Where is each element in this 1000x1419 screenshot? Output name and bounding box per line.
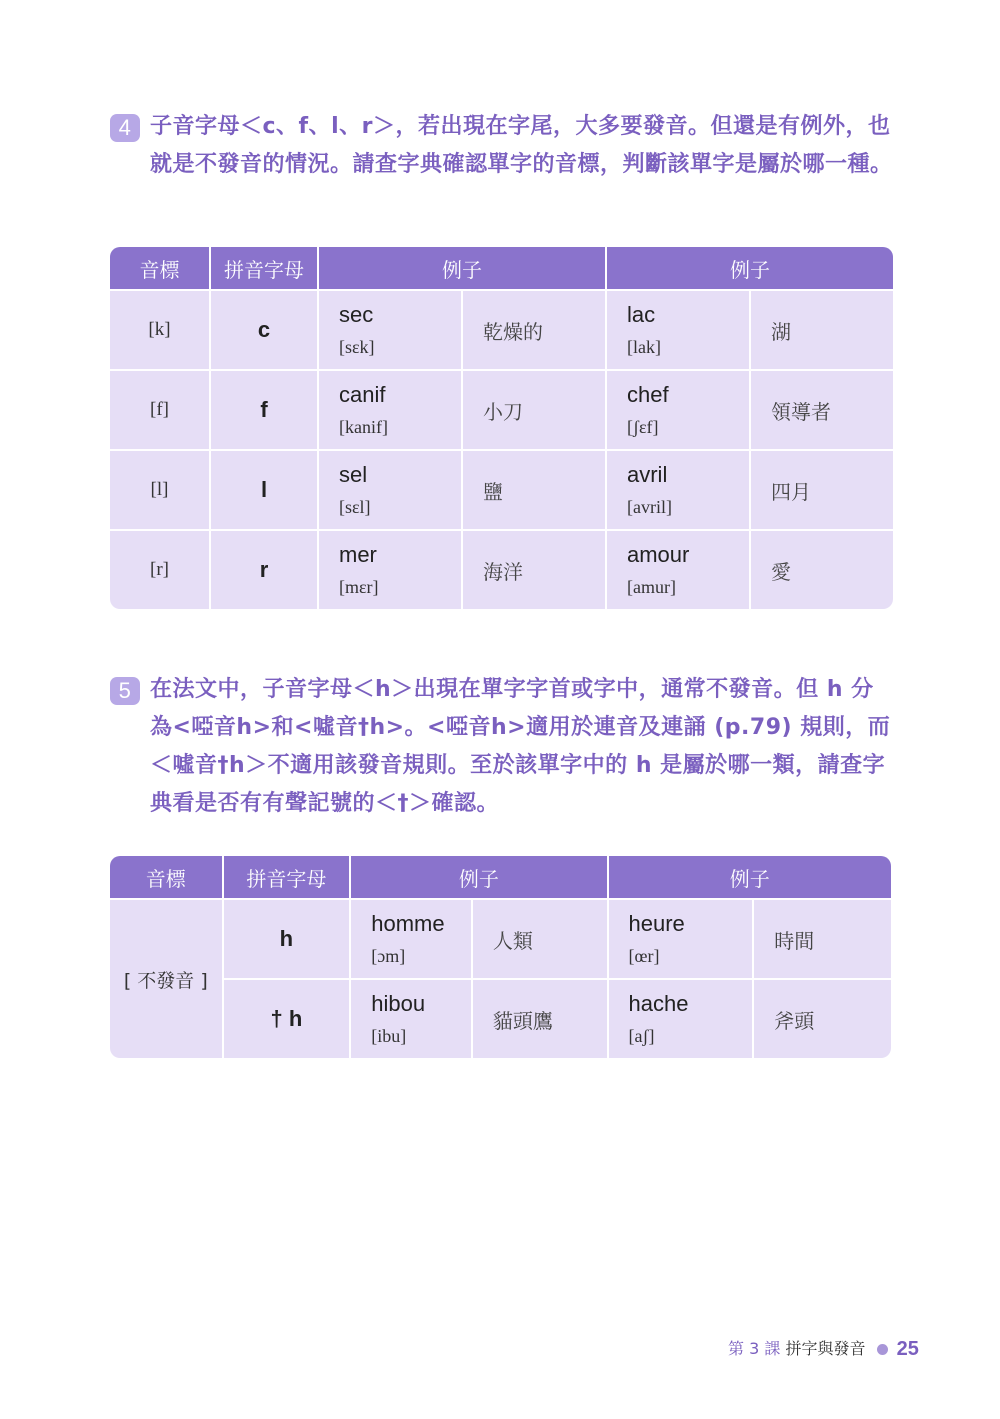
instruction-4 [110, 108, 895, 184]
instruction-5 [110, 671, 895, 823]
example-word: hibou [371, 991, 426, 1016]
page-number: 25 [896, 1338, 919, 1360]
example-word: hache [628, 991, 689, 1016]
example-word-cell [607, 451, 749, 529]
example-word: homme [371, 911, 445, 936]
example-word: lac [627, 302, 656, 327]
header-example-2: 例子 [607, 247, 893, 289]
meaning-cell: 乾燥的 [463, 291, 605, 369]
table-header-row [110, 247, 893, 289]
meaning-cell: 小刀 [463, 371, 605, 449]
table-consonants-final [108, 245, 895, 611]
example-word-cell [351, 900, 471, 978]
instruction-text: 在法文中，子音字母＜h＞出現在單字字首或字中，通常不發音。但 h 分為<啞音h>和<噓音†h>。<啞音h>適用於連音及連誦 (p.79) 規則，而＜噓音†h＞不適用該發音規則。至於該單字中的 h 是屬於哪一類，請查字典看是否有有聲記號的＜†＞確認。 [150, 677, 891, 816]
ipa-cell: [f] [110, 371, 209, 449]
ipa-cell: [k] [110, 291, 209, 369]
header-ipa: 音標 [110, 856, 222, 898]
example-word: sel [339, 462, 368, 487]
example-word-cell [319, 531, 461, 609]
table-row [110, 291, 893, 369]
example-ipa: [sɛk] [339, 337, 375, 357]
letter-cell: h [224, 900, 350, 978]
example-word: chef [627, 382, 669, 407]
example-word: sec [339, 302, 374, 327]
ipa-cell-merged: [ 不發音 ] [110, 900, 222, 1058]
meaning-cell: 海洋 [463, 531, 605, 609]
example-word: heure [628, 911, 685, 936]
example-ipa: [ʃɛf] [627, 417, 659, 437]
example-word-cell [319, 291, 461, 369]
letter-cell: l [211, 451, 317, 529]
table-header-row [110, 856, 891, 898]
table-row [110, 371, 893, 449]
example-word-cell [319, 371, 461, 449]
ipa-cell: [r] [110, 531, 209, 609]
example-word-cell [319, 451, 461, 529]
example-word-cell [607, 291, 749, 369]
header-example-2: 例子 [609, 856, 891, 898]
table-5-wrapper [110, 854, 895, 1060]
lesson-title: 拼字與發音 [785, 1339, 866, 1358]
example-word-cell [609, 980, 753, 1058]
meaning-cell: 時間 [754, 900, 891, 978]
meaning-cell: 湖 [751, 291, 893, 369]
meaning-cell: 斧頭 [754, 980, 891, 1058]
letter-cell: † h [224, 980, 350, 1058]
header-example-1: 例子 [351, 856, 606, 898]
meaning-cell: 四月 [751, 451, 893, 529]
example-word-cell [607, 371, 749, 449]
meaning-cell: 鹽 [463, 451, 605, 529]
dot-icon [877, 1344, 888, 1355]
example-word: canif [339, 382, 386, 407]
step-number-badge: 4 [110, 114, 140, 142]
example-word-cell [609, 900, 753, 978]
example-ipa: [kanif] [339, 417, 388, 437]
instruction-text: 子音字母＜c、f、l、r＞，若出現在字尾，大多要發音。但還是有例外，也就是不發音的情況。請查字典確認單字的音標，判斷該單字是屬於哪一種。 [150, 114, 893, 177]
section-5 [110, 671, 895, 823]
header-example-1: 例子 [319, 247, 605, 289]
table-row [110, 980, 891, 1058]
example-word: avril [627, 462, 668, 487]
table-h-sounds [108, 854, 893, 1060]
letter-cell: c [211, 291, 317, 369]
page-footer [728, 1336, 919, 1361]
example-word-cell [351, 980, 471, 1058]
table-row [110, 531, 893, 609]
letter-cell: f [211, 371, 317, 449]
letter-cell: r [211, 531, 317, 609]
lesson-number: 第 3 課 [728, 1339, 781, 1358]
header-ipa: 音標 [110, 247, 209, 289]
example-ipa: [avril] [627, 497, 672, 517]
example-ipa: [ibu] [371, 1026, 407, 1046]
step-number-badge: 5 [110, 677, 140, 705]
ipa-cell: [l] [110, 451, 209, 529]
example-ipa: [ɔm] [371, 946, 406, 966]
example-word: mer [339, 542, 377, 567]
example-ipa: [œr] [628, 946, 660, 966]
meaning-cell: 人類 [473, 900, 607, 978]
example-ipa: [amur] [627, 577, 676, 597]
example-ipa: [lak] [627, 337, 661, 357]
example-word: amour [627, 542, 690, 567]
meaning-cell: 貓頭鷹 [473, 980, 607, 1058]
example-word-cell [607, 531, 749, 609]
example-ipa: [sɛl] [339, 497, 371, 517]
table-4-wrapper [110, 245, 895, 611]
table-row [110, 451, 893, 529]
meaning-cell: 愛 [751, 531, 893, 609]
table-row [110, 900, 891, 978]
meaning-cell: 領導者 [751, 371, 893, 449]
header-letter: 拼音字母 [224, 856, 350, 898]
example-ipa: [aʃ] [628, 1026, 655, 1046]
example-ipa: [mɛr] [339, 577, 379, 597]
header-letter: 拼音字母 [211, 247, 317, 289]
section-4 [110, 108, 895, 184]
